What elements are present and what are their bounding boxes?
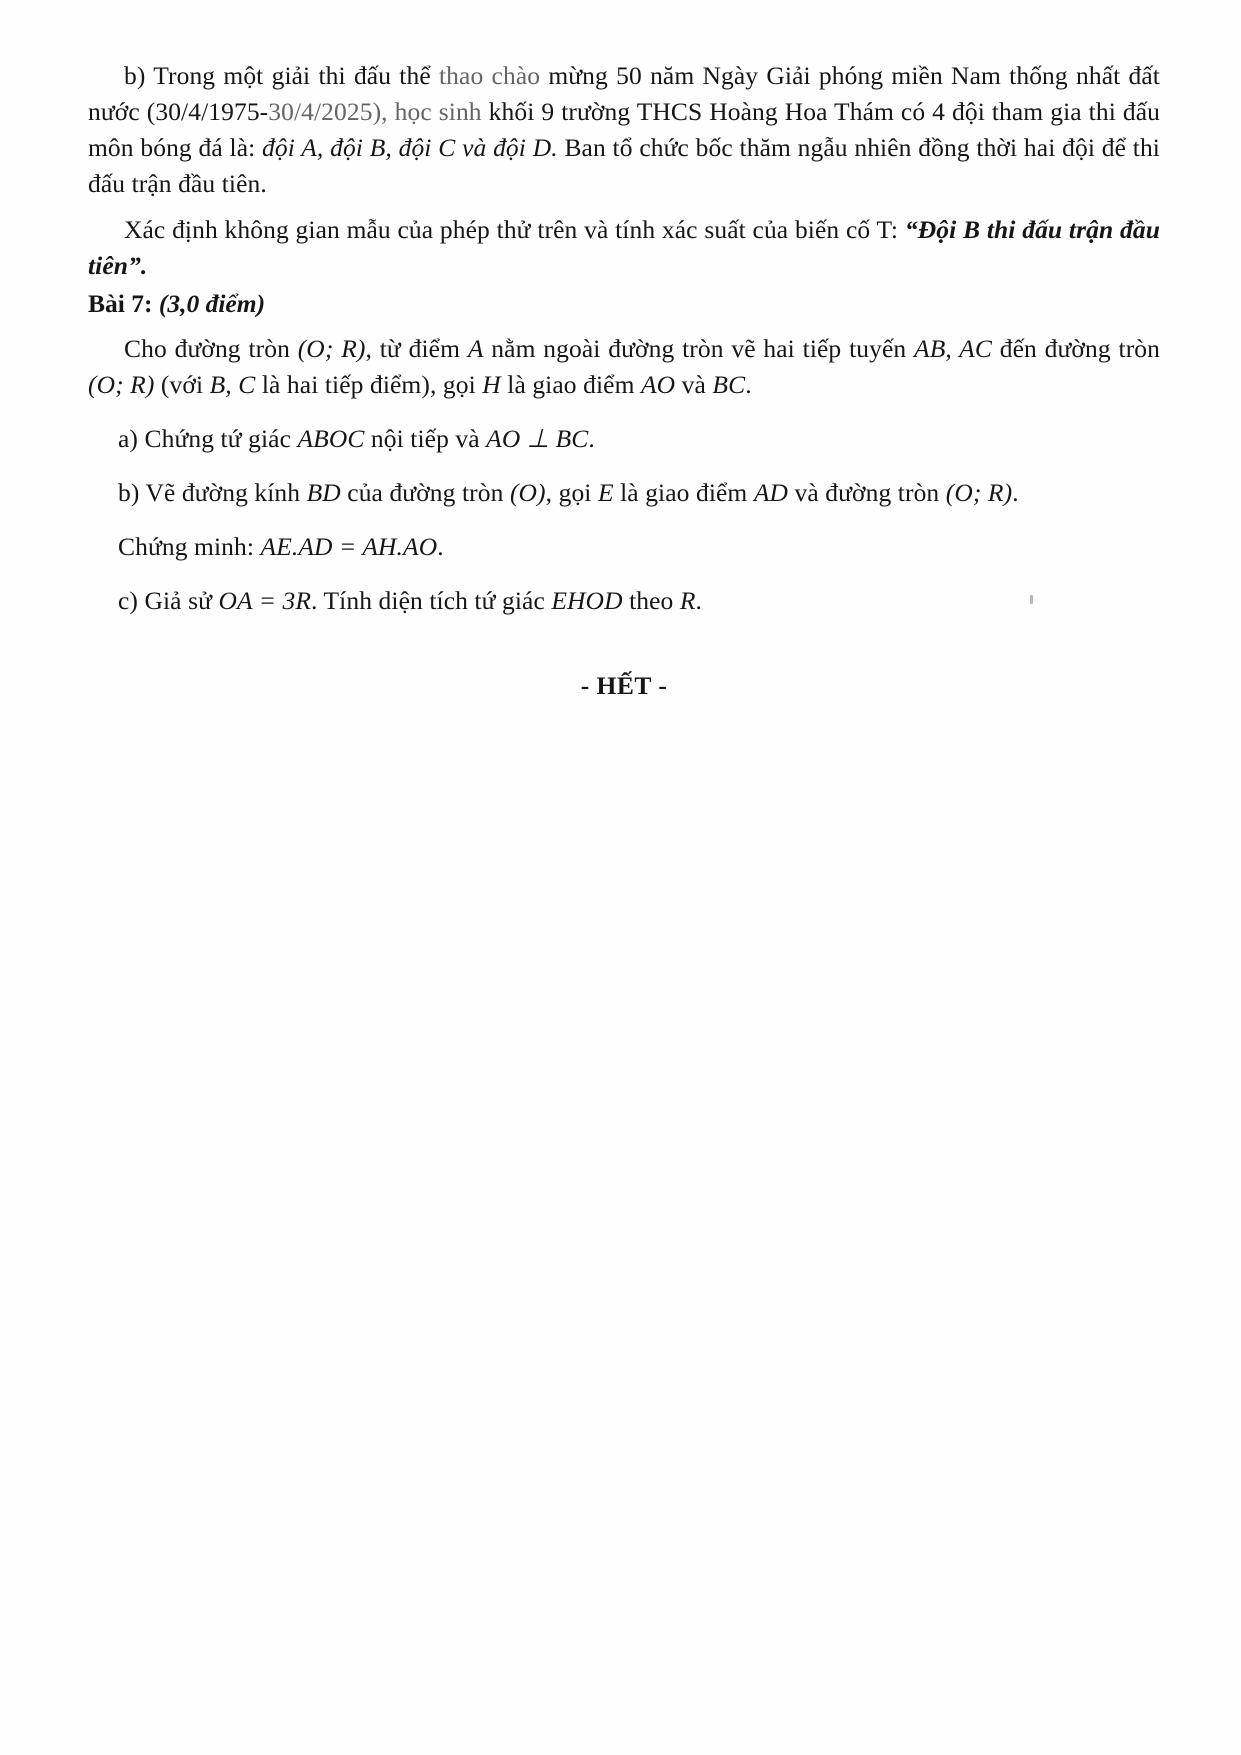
paragraph-question-6b-task <box>88 212 1160 284</box>
text-run: là giao điểm <box>613 478 754 508</box>
bai-7-points: (3,0 điểm) <box>158 288 266 318</box>
text-run: . Tính diện tích tứ giác <box>311 586 552 616</box>
text-run: Xác định không gian mẫu của phép thử trên và tính xác suất của biến cố T: <box>124 214 905 244</box>
scan-artifact-speck <box>1030 595 1033 604</box>
text-run: khối 9 trường THCS Hoàng Hoa Thám có 4 đội tham gia thi đấu môn bóng đá là: <box>88 96 1160 162</box>
text-run: . <box>1012 478 1019 508</box>
text-run: H <box>482 370 501 400</box>
text-run: AD <box>753 478 789 508</box>
end-marker: - HẾT - <box>580 671 668 701</box>
text-run: b) Vẽ đường kính <box>118 478 307 508</box>
bai-7-label: Bài 7: <box>88 288 153 318</box>
text-run: mừng 50 năm Ngày Giải phóng miền Nam thống nhất đất nước (30/4/1975- <box>88 61 1160 126</box>
text-run: EHOD <box>551 586 623 616</box>
text-run: BC <box>712 370 746 400</box>
text-run: (với <box>154 370 210 400</box>
text-run: B, C <box>209 370 256 400</box>
text-run: (O) <box>509 478 546 508</box>
text-run: c) Giả sử <box>118 586 219 616</box>
text-run: nằm ngoài đường tròn vẽ hai tiếp tuyến <box>483 334 915 364</box>
text-run: BD <box>306 478 341 508</box>
text-run: đội A, đội B, đội C và đội D. <box>262 132 558 162</box>
blank-page-area <box>88 727 1160 1627</box>
heading-bai-7 <box>88 286 1160 322</box>
text-run: ABOC <box>297 424 365 454</box>
text-run: theo <box>622 586 680 616</box>
text-run: AE.AD = AH.AO <box>260 532 438 562</box>
paragraph-bai7-a <box>88 421 1160 457</box>
paragraph-question-6b <box>88 58 1160 202</box>
text-run: E <box>597 478 614 508</box>
text-run: nội tiếp và <box>364 424 487 454</box>
text-run: đến đường tròn <box>991 334 1160 364</box>
text-run: “Đội B thi đấu trận đầu tiên”. <box>88 214 1160 280</box>
text-run: A <box>467 334 484 364</box>
paragraph-bai7-b <box>88 475 1160 511</box>
text-run: và đường tròn <box>788 478 946 508</box>
text-run: . <box>437 532 444 562</box>
text-run: AO <box>640 370 676 400</box>
text-run: của đường tròn <box>340 478 510 508</box>
text-run: 30/4/2025), học sinh <box>268 96 489 126</box>
text-run: a) Chứng tứ giác <box>118 424 298 454</box>
paragraph-bai7-c <box>88 583 1160 619</box>
text-run: và <box>675 370 713 400</box>
text-run: (O; R) <box>88 370 155 400</box>
paragraph-bai7-intro <box>88 331 1160 403</box>
text-run: là hai tiếp điểm), gọi <box>255 370 483 400</box>
text-run: OA = 3R <box>218 586 312 616</box>
text-run: thao chào <box>439 61 549 90</box>
text-run: , từ điểm <box>365 334 468 364</box>
text-run: . <box>588 424 595 454</box>
text-run: AO ⊥ BC <box>486 424 589 454</box>
text-run: Chứng minh: <box>118 532 261 562</box>
text-run: là giao điểm <box>500 370 641 400</box>
text-run: , gọi <box>545 478 598 508</box>
text-run: (O; R) <box>945 478 1013 508</box>
text-run: (O; R) <box>297 334 366 364</box>
text-run: . <box>745 370 752 400</box>
paragraph-bai7-b-proof <box>88 529 1160 565</box>
document-body <box>88 58 1160 1627</box>
text-run: Cho đường tròn <box>124 334 298 364</box>
text-run: . <box>695 586 703 616</box>
text-run: R <box>679 586 696 616</box>
text-run: Ban tổ chức bốc thăm ngẫu nhiên đồng thời hai đội để thi đấu trận đầu tiên. <box>88 132 1160 198</box>
text-run: AB, AC <box>914 334 992 364</box>
text-run: b) Trong một giải thi đấu thể <box>124 61 439 90</box>
